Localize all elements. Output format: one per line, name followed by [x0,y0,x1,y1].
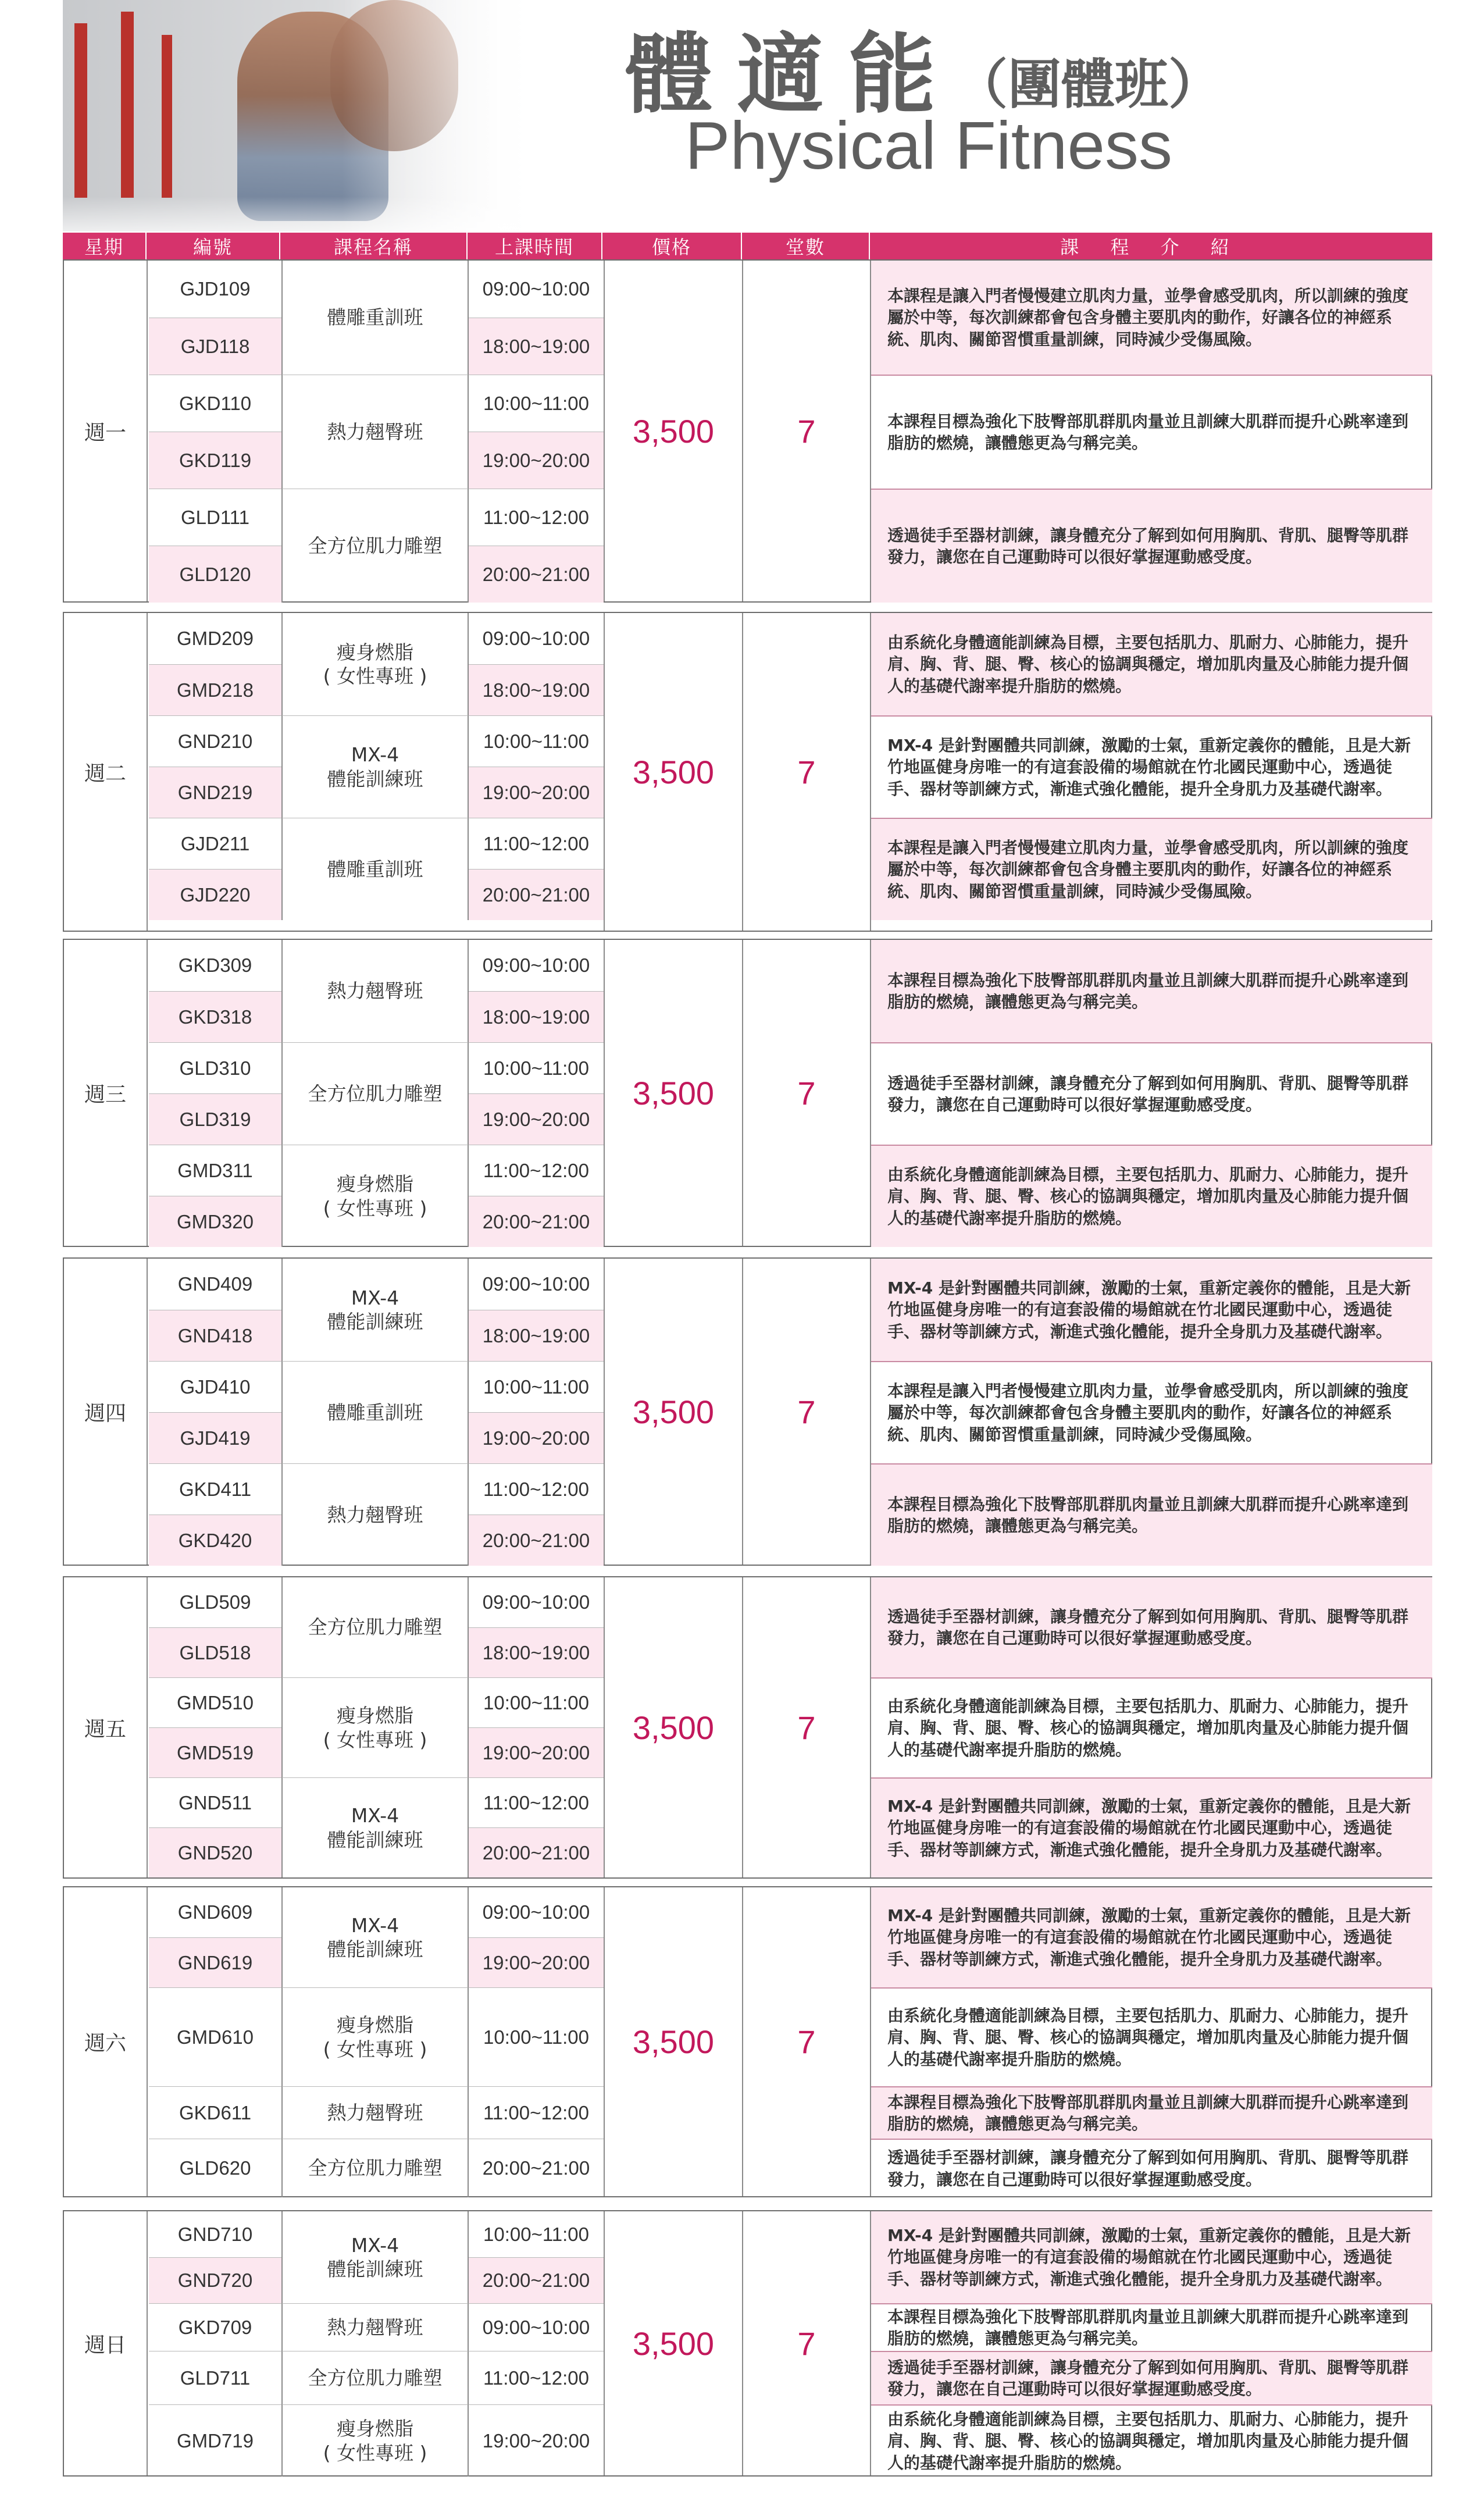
course-name: 全方位肌力雕塑 [281,2351,469,2404]
price-value: 3,500 [604,613,743,931]
course-time: 10:00~11:00 [469,715,604,767]
course-time: 09:00~10:00 [469,2303,604,2351]
course-code: GMD719 [149,2404,281,2477]
course-description: 由系統化身體適能訓練為目標，主要包括肌力、肌耐力、心肺能力，提升肩、胸、背、腿、臀、核心的協調與穩定，增加肌肉量及心肺能力提升個人的基礎代謝率提升脂肪的燃燒。 [871,1677,1432,1777]
course-name: 瘦身燃脂 ( 女性專班 ) [281,2404,469,2477]
course-time: 10:00~11:00 [469,1361,604,1412]
course-code: GKD411 [149,1463,281,1515]
course-name: 熱力翹臀班 [281,375,469,489]
course-time: 18:00~19:00 [469,991,604,1042]
course-description: 透過徒手至器材訓練，讓身體充分了解到如何用胸肌、背肌、腿臀等肌群發力，讓您在自己運動時可以很好掌握運動感受度。 [871,489,1432,603]
course-code: GND418 [149,1310,281,1361]
header-day: 星期 [63,233,147,259]
course-time: 19:00~20:00 [469,767,604,818]
course-time: 10:00~11:00 [483,2223,589,2245]
course-code: GND511 [149,1777,281,1827]
course-time: 11:00~12:00 [469,818,604,869]
course-time: 10:00~11:00 [469,1042,604,1093]
course-time: 11:00~12:00 [469,1463,604,1515]
day-label: 週三 [64,940,148,1246]
course-time: 20:00~21:00 [469,2139,604,2197]
session-count: 7 [743,261,871,601]
course-code: GND409 [177,1273,253,1295]
course-description: MX-4 是針對團體共同訓練，激勵的士氣，重新定義你的體能，且是大新竹地區健身房唯一的有這套設備的場館就在竹北國民運動中心，透過徒手、器材等訓練方式，漸進式強化體能，提升全身肌力及基礎代謝率。 [871,2211,1432,2303]
header-description: 課 程 介 紹 [1060,236,1242,258]
course-time: 20:00~21:00 [469,2257,604,2303]
course-code: GMD610 [149,1987,281,2086]
header-photo [63,0,540,231]
course-code: GLD319 [149,1093,281,1145]
course-time: 19:00~20:00 [469,2404,604,2477]
course-code: GKD709 [149,2303,281,2351]
course-time: 18:00~19:00 [469,1310,604,1361]
course-description: 透過徒手至器材訓練，讓身體充分了解到如何用胸肌、背肌、腿臀等肌群發力，讓您在自己運動時可以很好掌握運動感受度。 [871,1577,1432,1677]
course-name: 熱力翹臀班 [281,1463,469,1566]
course-code: GLD518 [149,1627,281,1677]
title-main: 體適能 [625,24,961,126]
course-code: GLD711 [149,2351,281,2404]
page-title-en: Physical Fitness [685,108,1173,183]
course-code: GLD620 [149,2139,281,2197]
course-time: 10:00~11:00 [469,1987,604,2086]
price-value: 3,500 [604,2211,743,2475]
course-code: GLD509 [179,1591,251,1613]
course-code: GLD310 [149,1042,281,1093]
header-time: 上課時間 [468,233,602,259]
course-time: 19:00~20:00 [469,1412,604,1463]
course-code: GKD309 [178,954,252,977]
course-description: 由系統化身體適能訓練為目標，主要包括肌力、肌耐力、心肺能力，提升肩、胸、背、腿、臀、核心的協調與穩定，增加肌肉量及心肺能力提升個人的基礎代謝率提升脂肪的燃燒。 [871,1145,1432,1247]
course-time: 11:00~12:00 [469,1777,604,1827]
header-price: 價格 [602,233,742,259]
course-name: MX-4 體能訓練班 [281,715,469,818]
photo-rack [162,35,172,198]
course-time: 20:00~21:00 [469,869,604,920]
day-block [63,1257,1432,1566]
day-label: 週日 [64,2211,148,2475]
day-block [63,2210,1432,2477]
course-description: 本課程目標為強化下肢臀部肌群肌肉量並且訓練大肌群而提升心跳率達到脂肪的燃燒，讓體態更為勻稱完美。 [871,2303,1432,2351]
course-code: GND609 [177,1901,253,1923]
course-time: 20:00~21:00 [469,546,604,603]
table-header [63,233,1432,259]
course-code: GND219 [149,767,281,818]
photo-rack [121,12,134,198]
course-code: GLD120 [149,546,281,603]
course-time: 20:00~21:00 [469,1827,604,1877]
course-code: GLD111 [149,489,281,546]
course-time: 19:00~20:00 [469,1093,604,1145]
course-name: 體雕重訓班 [281,1361,469,1463]
course-time: 10:00~11:00 [469,375,604,432]
course-name: 全方位肌力雕塑 [281,2139,469,2197]
session-count: 7 [743,940,871,1246]
course-name: 瘦身燃脂 ( 女性專班 ) [281,1987,469,2086]
course-description: 本課程目標為強化下肢臀部肌群肌肉量並且訓練大肌群而提升心跳率達到脂肪的燃燒，讓體態更為勻稱完美。 [871,375,1432,489]
day-block [63,939,1432,1247]
course-code: GMD320 [149,1196,281,1247]
session-count: 7 [743,1577,871,1877]
course-time: 11:00~12:00 [469,489,604,546]
course-description: 透過徒手至器材訓練，讓身體充分了解到如何用胸肌、背肌、腿臀等肌群發力，讓您在自己運動時可以很好掌握運動感受度。 [871,2351,1432,2404]
course-name: 體雕重訓班 [281,261,469,375]
course-time: 11:00~12:00 [469,2351,604,2404]
course-description: 由系統化身體適能訓練為目標，主要包括肌力、肌耐力、心肺能力，提升肩、胸、背、腿、臀、核心的協調與穩定，增加肌肉量及心肺能力提升個人的基礎代謝率提升脂肪的燃燒。 [871,1987,1432,2086]
header-code: 編號 [147,233,280,259]
price-value: 3,500 [604,1259,743,1565]
course-code: GKD420 [149,1515,281,1566]
course-description: MX-4 是針對團體共同訓練，激勵的士氣，重新定義你的體能，且是大新竹地區健身房唯一的有這套設備的場館就在竹北國民運動中心，透過徒手、器材等訓練方式，漸進式強化體能，提升全身肌力及基礎代謝率。 [871,1259,1432,1361]
course-time: 19:00~20:00 [469,1937,604,1987]
page-title-zh [625,14,1222,126]
session-count: 7 [743,2211,871,2475]
day-label: 週二 [64,613,148,931]
title-sub: （團體班） [954,54,1222,116]
course-name: 瘦身燃脂 ( 女性專班 ) [281,1677,469,1777]
course-time: 19:00~20:00 [469,1727,604,1777]
price-value: 3,500 [604,940,743,1246]
day-label: 週六 [64,1887,148,2196]
course-description: 本課程目標為強化下肢臀部肌群肌肉量並且訓練大肌群而提升心跳率達到脂肪的燃燒，讓體態更為勻稱完美。 [871,940,1432,1042]
session-count: 7 [743,613,871,931]
course-time: 10:00~11:00 [469,1677,604,1727]
course-code: GND619 [149,1937,281,1987]
course-code: GMD311 [149,1145,281,1196]
course-code: GKD119 [149,432,281,489]
course-description: 本課程目標為強化下肢臀部肌群肌肉量並且訓練大肌群而提升心跳率達到脂肪的燃燒，讓體態更為勻稱完美。 [871,1463,1432,1566]
price-value: 3,500 [604,1887,743,2196]
day-label: 週四 [64,1259,148,1565]
course-time: 20:00~21:00 [469,1515,604,1566]
course-description: 由系統化身體適能訓練為目標，主要包括肌力、肌耐力、心肺能力，提升肩、胸、背、腿、臀、核心的協調與穩定，增加肌肉量及心肺能力提升個人的基礎代謝率提升脂肪的燃燒。 [871,2404,1432,2477]
course-description: 透過徒手至器材訓練，讓身體充分了解到如何用胸肌、背肌、腿臀等肌群發力，讓您在自己運動時可以很好掌握運動感受度。 [871,1042,1432,1145]
course-time: 09:00~10:00 [482,1273,590,1295]
course-description: 本課程是讓入門者慢慢建立肌肉力量，並學會感受肌肉，所以訓練的強度屬於中等，每次訓練都會包含身體主要肌肉的動作，好讓各位的神經系統、肌肉、關節習慣重量訓練，同時減少受傷風險。 [871,818,1432,920]
course-description: 本課程是讓入門者慢慢建立肌肉力量，並學會感受肌肉，所以訓練的強度屬於中等，每次訓練都會包含身體主要肌肉的動作，好讓各位的神經系統、肌肉、關節習慣重量訓練，同時減少受傷風險。 [871,261,1432,375]
course-name: MX-4 體能訓練班 [281,1259,469,1361]
course-name: MX-4 體能訓練班 [281,1887,469,1987]
course-time: 11:00~12:00 [469,2086,604,2139]
course-code: GJD211 [149,818,281,869]
session-count: 7 [743,1259,871,1565]
course-time: 09:00~10:00 [482,954,590,977]
course-code: GJD118 [149,318,281,375]
course-code: GMD209 [176,628,254,650]
course-code: GND720 [149,2257,281,2303]
course-code: GND520 [149,1827,281,1877]
course-time: 18:00~19:00 [469,1627,604,1677]
course-time: 09:00~10:00 [482,278,590,300]
course-time: 18:00~19:00 [469,318,604,375]
course-time: 09:00~10:00 [482,1591,590,1613]
course-code: GND210 [149,715,281,767]
day-block [63,1576,1432,1879]
course-name: 瘦身燃脂 ( 女性專班 ) [281,613,469,715]
course-description: MX-4 是針對團體共同訓練，激勵的士氣，重新定義你的體能，且是大新竹地區健身房唯一的有這套設備的場館就在竹北國民運動中心，透過徒手、器材等訓練方式，漸進式強化體能，提升全身肌力及基礎代謝率。 [871,1887,1432,1987]
session-count: 7 [743,1887,871,2196]
course-time: 09:00~10:00 [482,628,590,650]
course-name: 熱力翹臀班 [281,2086,469,2139]
day-block [63,1886,1432,2197]
course-code: GND710 [177,2223,253,2245]
price-value: 3,500 [604,1577,743,1877]
day-block [63,259,1432,603]
photo-rack [74,23,87,198]
course-code: GJD220 [149,869,281,920]
course-code: GMD519 [149,1727,281,1777]
course-description: 本課程目標為強化下肢臀部肌群肌肉量並且訓練大肌群而提升心跳率達到脂肪的燃燒，讓體態更為勻稱完美。 [871,2086,1432,2139]
course-description: 本課程是讓入門者慢慢建立肌肉力量，並學會感受肌肉，所以訓練的強度屬於中等，每次訓練都會包含身體主要肌肉的動作，好讓各位的神經系統、肌肉、關節習慣重量訓練，同時減少受傷風險。 [871,1361,1432,1463]
header-course-name: 課程名稱 [280,233,468,259]
course-code: GKD110 [149,375,281,432]
course-name: MX-4 體能訓練班 [281,2211,469,2303]
course-code: GMD218 [149,664,281,715]
course-code: GJD410 [149,1361,281,1412]
course-code: GJD419 [149,1412,281,1463]
course-name: 熱力翹臀班 [281,2303,469,2351]
course-name: 全方位肌力雕塑 [281,1042,469,1145]
course-description: 由系統化身體適能訓練為目標，主要包括肌力、肌耐力、心肺能力，提升肩、胸、背、腿、臀、核心的協調與穩定，增加肌肉量及心肺能力提升個人的基礎代謝率提升脂肪的燃燒。 [871,613,1432,715]
course-time: 11:00~12:00 [469,1145,604,1196]
course-time: 18:00~19:00 [469,664,604,715]
course-name: 全方位肌力雕塑 [281,1577,469,1677]
course-name: 熱力翹臀班 [281,940,469,1042]
course-name: 體雕重訓班 [281,818,469,920]
course-time: 09:00~10:00 [482,1901,590,1923]
course-code: GMD510 [149,1677,281,1727]
course-description: MX-4 是針對團體共同訓練，激勵的士氣，重新定義你的體能，且是大新竹地區健身房唯一的有這套設備的場館就在竹北國民運動中心，透過徒手、器材等訓練方式，漸進式強化體能，提升全身肌力及基礎代謝率。 [871,715,1432,818]
course-description: MX-4 是針對團體共同訓練，激勵的士氣，重新定義你的體能，且是大新竹地區健身房唯一的有這套設備的場館就在竹北國民運動中心，透過徒手、器材等訓練方式，漸進式強化體能，提升全身肌力及基礎代謝率。 [871,1777,1432,1877]
header-count: 堂數 [742,233,870,259]
day-label: 週五 [64,1577,148,1877]
course-name: 瘦身燃脂 ( 女性專班 ) [281,1145,469,1247]
course-time: 20:00~21:00 [469,1196,604,1247]
course-code: GKD318 [149,991,281,1042]
course-time: 19:00~20:00 [469,432,604,489]
price-value: 3,500 [604,261,743,601]
course-name: 全方位肌力雕塑 [281,489,469,603]
course-description: 透過徒手至器材訓練，讓身體充分了解到如何用胸肌、背肌、腿臀等肌群發力，讓您在自己運動時可以很好掌握運動感受度。 [871,2139,1432,2197]
day-label: 週一 [64,261,148,601]
course-code: GKD611 [149,2086,281,2139]
day-block [63,612,1432,932]
course-code: GJD109 [180,278,251,300]
course-name: MX-4 體能訓練班 [281,1777,469,1877]
